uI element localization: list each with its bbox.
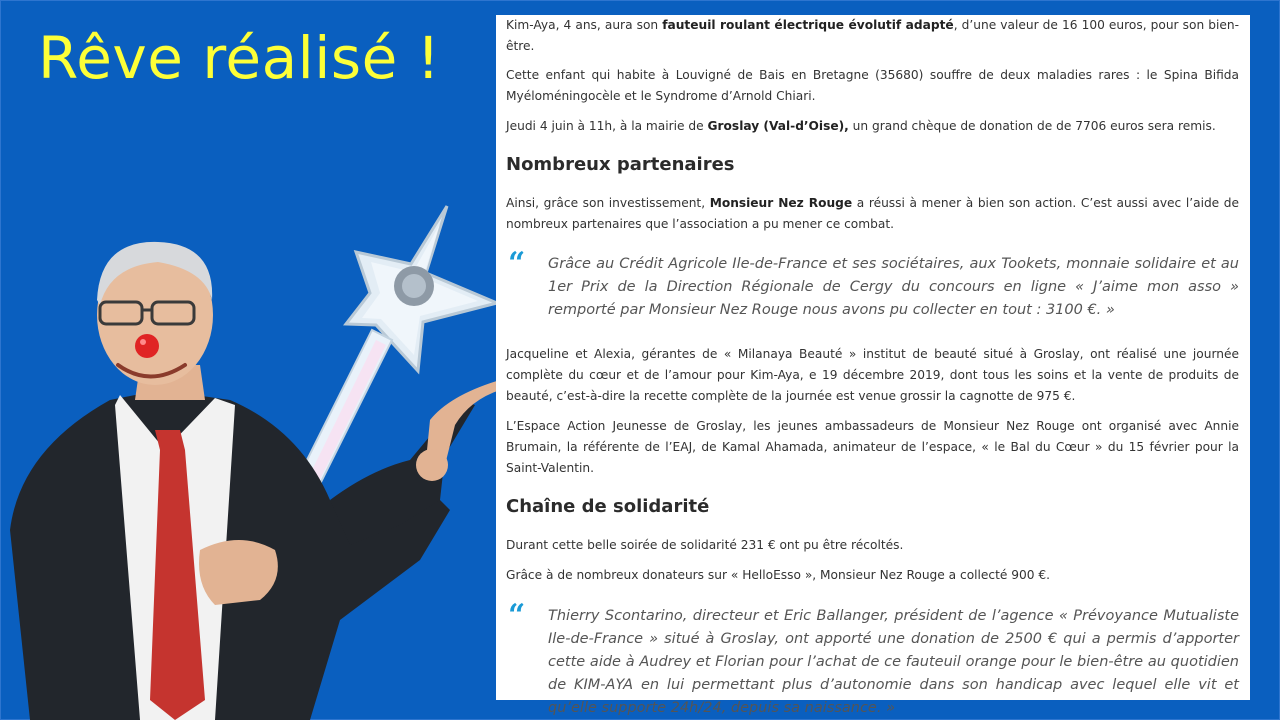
article-paragraph: [506, 193, 1239, 235]
article-text: Kim-Aya, 4 ans, aura son: [506, 18, 663, 32]
quote-text: Thierry Scontarino, directeur et Eric Ballanger, président de l’agence « Prévoyance Mutualiste Ile-de-France » situé à Groslay, ont apporté une donation de 2500 € qui a permis d’apporter cette aide à Audrey et Florian pour l’achat de ce fauteuil orange pour le bien-être au quotidien de KIM-AYA en lui permettant plus d’autonomie dans son handicap avec lequel elle vit et qu’elle supporte 24h/24, depuis sa naissance. »: [548, 608, 1239, 716]
article-text: a réussi à mener à bien son action. C’est aussi avec l’aide de nombreux partenaires que l’association a pu mener ce combat.: [506, 196, 1240, 231]
article-paragraph: Grâce à de nombreux donateurs sur « HelloEsso », Monsieur Nez Rouge a collecté 900 €.: [506, 568, 1051, 582]
article-paragraph: Jacqueline et Alexia, gérantes de « Milanaya Beauté » institut de beauté situé à Groslay, ont réalisé une journée complète du cœur et de l’amour pour Kim-Aya, e 19 décembre 2019, dont tous les soins et la vente de produits de beauté, c’est-à-dire la recette complète de la journée est venue grossir la cagnotte de 975 €.: [506, 347, 1239, 403]
section-heading-partenaires: Nombreux partenaires: [506, 154, 735, 175]
quote-mark-icon: “: [508, 598, 526, 633]
quote-text: Grâce au Crédit Agricole Ile-de-France et ses sociétaires, aux Tookets, monnaie solidaire et au 1er Prix de la Direction Régionale de Cergy du concours en ligne « J’aime mon asso » remporté par Monsieur Nez Rouge nous avons pu collecter en tout : 3100 €. »: [548, 256, 1239, 318]
section-heading-solidarite: Chaîne de solidarité: [506, 496, 710, 517]
article-text: Jeudi 4 juin à 11h, à la mairie de: [506, 119, 708, 133]
slide-title: Rêve réalisé !: [38, 24, 441, 92]
article-text: , d’une valeur de 16 100 euros, pour son bien-être.: [506, 18, 1240, 53]
blockquote: [506, 598, 1239, 720]
article-text-bold: fauteuil roulant électrique évolutif adapté: [662, 18, 954, 32]
article-text-bold: Monsieur Nez Rouge: [709, 196, 853, 210]
man-with-star-wand-photo: [0, 200, 500, 720]
article-panel: [496, 15, 1250, 716]
quote-mark-icon: “: [508, 246, 526, 281]
article-text: Ainsi, grâce son investissement,: [506, 196, 710, 210]
article-paragraph: [506, 116, 1239, 137]
article-text: un grand chèque de donation de de 7706 euros sera remis.: [848, 119, 1216, 133]
article-paragraph: L’Espace Action Jeunesse de Groslay, les jeunes ambassadeurs de Monsieur Nez Rouge ont organisé avec Annie Brumain, la référente de l’EAJ, de Kamal Ahamada, animateur de l’espace, « le Bal du Cœur » du 15 février pour la Saint-Valentin.: [506, 419, 1239, 475]
article-paragraph: Durant cette belle soirée de solidarité 231 € ont pu être récoltés.: [506, 538, 904, 552]
blockquote: [506, 246, 1239, 322]
article-paragraph: Cette enfant qui habite à Louvigné de Bais en Bretagne (35680) souffre de deux maladies rares : le Spina Bifida Myéloméningocèle et le Syndrome d’Arnold Chiari.: [506, 68, 1239, 103]
article-paragraph: [506, 15, 1239, 57]
article-text-bold: Groslay (Val-d’Oise),: [707, 119, 849, 133]
